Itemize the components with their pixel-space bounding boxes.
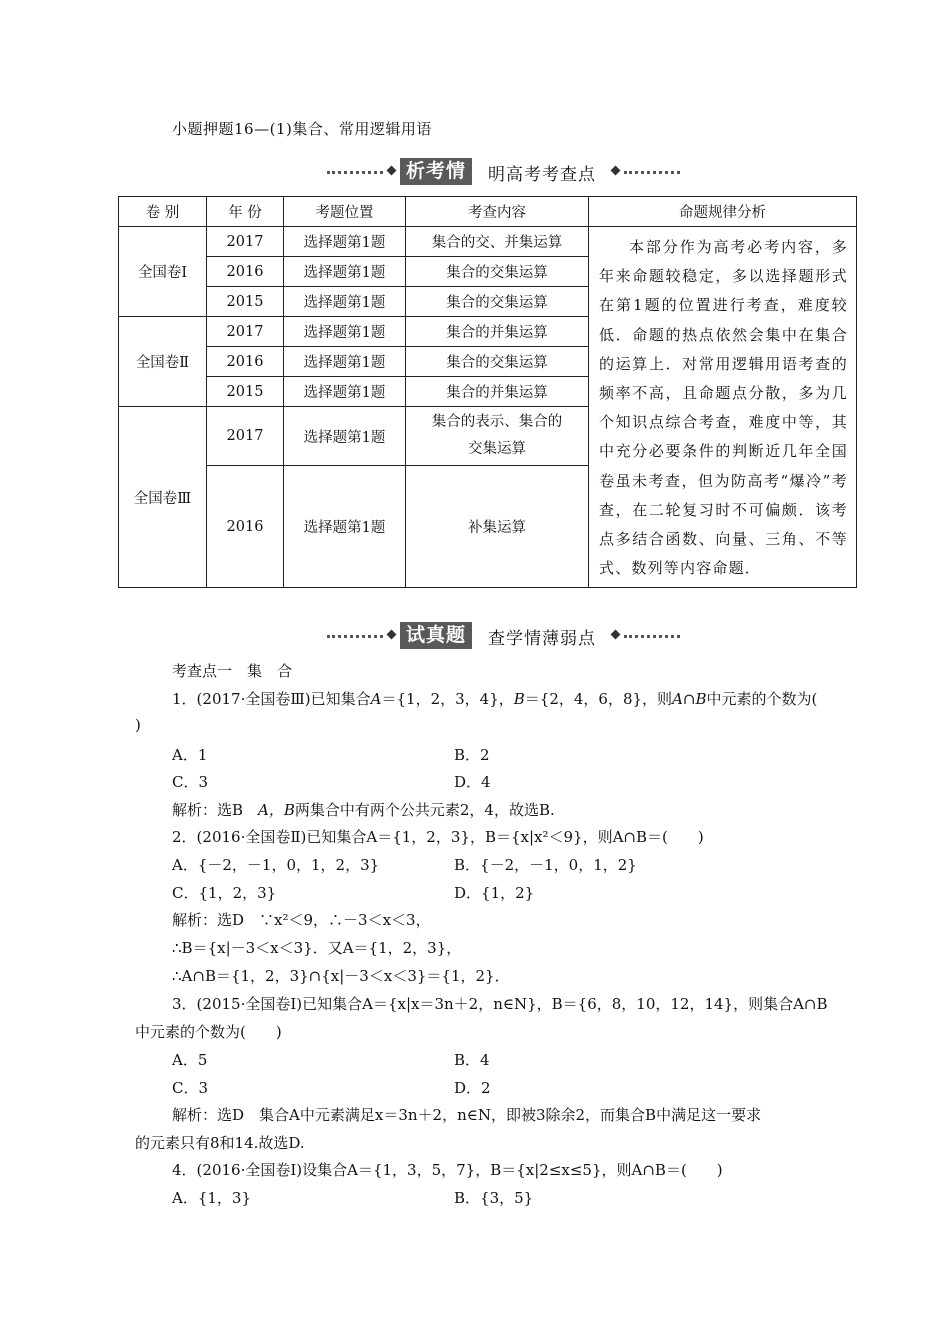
q2-option-d: D．{1，2} xyxy=(454,884,535,902)
q2-solution-line-1: 解析：选D ∵x²＜9，∴－3＜x＜3， xyxy=(172,911,431,929)
q1-set-a: A xyxy=(370,690,382,708)
question-3-stem-cont: 中元素的个数为( ) xyxy=(135,1023,282,1041)
position-cell: 选择题第1题 xyxy=(284,407,406,466)
q3-solution-line-2: 的元素只有8和14.故选D. xyxy=(135,1134,305,1152)
content-cell: 集合的交集运算 xyxy=(406,287,589,317)
banner-tag: 析考情 xyxy=(400,158,472,185)
q3-option-c: C．3 xyxy=(172,1079,209,1097)
section-heading: 考查点一 集 合 xyxy=(172,662,293,680)
content-cell: 集合的交集运算 xyxy=(406,257,589,287)
dotted-rule-left xyxy=(327,171,383,174)
analysis-cell xyxy=(589,227,857,588)
banner-caption: 明高考考查点 xyxy=(488,165,596,185)
year-cell: 2017 xyxy=(207,407,284,466)
q1-sol-text: 两集合中有两个公共元素2，4，故选B. xyxy=(294,801,555,819)
q2-set-a: A＝{1，2，3}， xyxy=(366,828,485,846)
exam-analysis-table xyxy=(118,196,857,588)
question-1-stem xyxy=(172,688,817,709)
position-cell: 选择题第1题 xyxy=(284,317,406,347)
diamond-icon xyxy=(611,630,621,640)
q1-sol-label: 解析：选B xyxy=(172,801,259,819)
q1-intersection: A∩B xyxy=(672,690,707,708)
year-cell: 2015 xyxy=(207,377,284,407)
document-title: 小题押题16—(1)集合、常用逻辑用语 xyxy=(172,120,432,138)
header-paper: 卷 别 xyxy=(119,197,207,227)
q1-eq-a: ＝{1，2，3，4}， xyxy=(381,690,514,708)
q2-solution-line-2: ∴B＝{x|－3＜x＜3}．又A＝{1，2，3}， xyxy=(172,939,462,957)
section-banner-analysis xyxy=(0,157,950,187)
position-cell: 选择题第1题 xyxy=(284,287,406,317)
diamond-icon xyxy=(387,166,397,176)
paper-name: 全国卷Ⅱ xyxy=(119,317,207,407)
content-cell: 集合的交、并集运算 xyxy=(406,227,589,257)
year-cell: 2015 xyxy=(207,287,284,317)
q2-option-a: A．{－2，－1，0，1，2，3} xyxy=(172,856,380,874)
header-content: 考查内容 xyxy=(406,197,589,227)
analysis-text: 本部分作为高考必考内容，多年来命题较稳定，多以选择题形式在第1题的位置进行考查，难度较低．命题的热点依然会集中在集合的运算上．对常用逻辑用语考查的频率不高，且命题点分散，多为几个知识点综合考查，难度中等，其中充分必要条件的判断近几年全国卷虽未考查，但为防高考“爆冷”考查，在二轮复习时不可偏颇．该考点多结合函数、向量、三角、不等式、数列等内容命题． xyxy=(599,238,848,578)
q1-prefix: 1．(2017·全国卷Ⅲ)已知集合 xyxy=(172,690,371,708)
q2-ask: A∩B＝( ) xyxy=(612,828,704,846)
q3-solution-line-1: 解析：选D 集合A中元素满足x＝3n＋2，n∈N，即被3除余2，而集合B中满足这一要求 xyxy=(172,1106,762,1124)
header-position: 考题位置 xyxy=(284,197,406,227)
position-cell: 选择题第1题 xyxy=(284,466,406,588)
position-cell: 选择题第1题 xyxy=(284,347,406,377)
q1-set-b: B xyxy=(513,690,525,708)
diamond-icon xyxy=(611,166,621,176)
diamond-icon xyxy=(387,630,397,640)
position-cell: 选择题第1题 xyxy=(284,227,406,257)
q2-prefix: 2．(2016·全国卷Ⅱ)已知集合 xyxy=(172,828,367,846)
year-cell: 2016 xyxy=(207,466,284,588)
header-analysis: 命题规律分析 xyxy=(589,197,857,227)
content-cell: 补集运算 xyxy=(406,466,589,588)
q3-option-b: B．4 xyxy=(454,1051,490,1069)
question-4-stem: 4．(2016·全国卷Ⅰ)设集合A＝{1，3，5，7}，B＝{x|2≤x≤5}，则A∩B＝( ) xyxy=(172,1161,723,1179)
q2-solution-line-3: ∴A∩B＝{1，2，3}∩{x|－3＜x＜3}＝{1，2}． xyxy=(172,967,510,985)
year-cell: 2017 xyxy=(207,227,284,257)
content-cell xyxy=(406,407,589,466)
q2-option-c: C．{1，2，3} xyxy=(172,884,277,902)
q1-suffix: 中元素的个数为( xyxy=(706,690,818,708)
year-cell: 2016 xyxy=(207,347,284,377)
q1-option-b: B．2 xyxy=(454,746,490,764)
content-line: 交集运算 xyxy=(468,441,526,458)
content-cell: 集合的并集运算 xyxy=(406,317,589,347)
banner-tag: 试真题 xyxy=(400,622,472,649)
q4-option-a: A．{1，3} xyxy=(172,1189,252,1207)
content-cell: 集合的交集运算 xyxy=(406,347,589,377)
question-3-stem: 3．(2015·全国卷Ⅰ)已知集合A＝{x|x＝3n＋2，n∈N}，B＝{6，8，10，12，14}，则集合A∩B xyxy=(172,995,828,1013)
q3-option-d: D．2 xyxy=(454,1079,491,1097)
q1-sol-sets: A，B xyxy=(258,801,295,819)
dotted-rule-left xyxy=(327,635,383,638)
dotted-rule-right xyxy=(624,635,680,638)
section-banner-practice xyxy=(0,621,950,651)
content-cell: 集合的并集运算 xyxy=(406,377,589,407)
dotted-rule-right xyxy=(624,171,680,174)
question-2-stem xyxy=(172,826,704,847)
q1-option-a: A．1 xyxy=(172,746,208,764)
q1-eq-b: ＝{2，4，6，8}，则 xyxy=(524,690,673,708)
position-cell: 选择题第1题 xyxy=(284,377,406,407)
q2-option-b: B．{－2，－1，0，1，2} xyxy=(454,856,637,874)
paper-name: 全国卷Ⅰ xyxy=(119,227,207,317)
paper-name: 全国卷Ⅲ xyxy=(119,407,207,588)
content-line: 集合的表示、集合的 xyxy=(431,414,563,431)
q1-option-c: C．3 xyxy=(172,773,209,791)
q1-solution xyxy=(172,799,555,820)
banner-caption: 查学情薄弱点 xyxy=(488,629,596,649)
header-year: 年 份 xyxy=(207,197,284,227)
q2-set-b: B＝{x|x²＜9}，则 xyxy=(484,828,613,846)
year-cell: 2017 xyxy=(207,317,284,347)
position-cell: 选择题第1题 xyxy=(284,257,406,287)
q4-option-b: B．{3，5} xyxy=(454,1189,534,1207)
year-cell: 2016 xyxy=(207,257,284,287)
question-1-stem-cont: ) xyxy=(135,716,141,734)
q3-option-a: A．5 xyxy=(172,1051,208,1069)
q1-option-d: D．4 xyxy=(454,773,491,791)
